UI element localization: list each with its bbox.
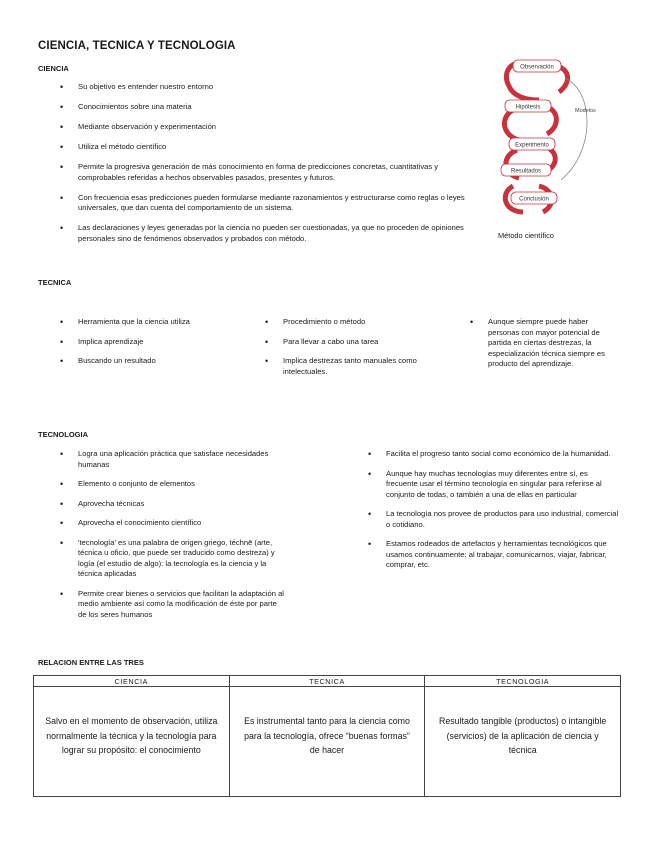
list-item: • Permite la progresiva generación de más conocimiento en forma de predicciones concretas, cuantitativas y comprobables referidas a hechos observables pasados, presentes y futuros. [60, 162, 470, 183]
ciencia-list [60, 82, 470, 254]
list-item: • Su objetivo es entender nuestro entorno [60, 82, 470, 93]
table-header-cell: TECNOLOGIA [425, 676, 621, 687]
list-item: • Herramienta que la ciencia utiliza [60, 317, 200, 328]
table-header-cell: TECNICA [229, 676, 425, 687]
tecnica-col-2 [265, 317, 420, 386]
list-item: • Buscando un resultado [60, 356, 200, 367]
tecnica-col-3 [470, 317, 620, 379]
table-cell: Es instrumental tanto para la ciencia como para la tecnología, ofrece “buenas formas” de hacer [229, 687, 425, 797]
list-item: • Permite crear bienes o servicios que facilitan la adaptación al medio ambiente así como la modificación de éste por parte de los seres humanos [60, 589, 285, 621]
list-item: • Aunque hay muchas tecnologías muy diferentes entre sí, es frecuente usar el término tecnología en singular para referirse al conjunto de todas, o también a una de ellas en particular [368, 469, 620, 501]
table-header-row [34, 676, 621, 687]
cycle-arc [504, 110, 519, 140]
table-cell: Resultado tangible (productos) o intangible (servicios) de la aplicación de ciencia y técnica [425, 687, 621, 797]
feedback-arrow [561, 78, 587, 180]
list-item: • Las declaraciones y leyes generadas por la ciencia no pueden ser cuestionadas, ya que no proceden de opiniones personales sino de fenómenos observados y probados con método. [60, 223, 470, 244]
page-title: CIENCIA, TECNICA Y TECNOLOGIA [38, 40, 236, 52]
list-item: • Logra una aplicación práctica que satisface necesidades humanas [60, 449, 285, 470]
step-label: Resultados [510, 168, 542, 175]
list-item: • Procedimiento o método [265, 317, 420, 328]
tecnologia-heading: TECNOLOGIA [38, 430, 88, 439]
tecnica-heading: TECNICA [38, 278, 72, 287]
tecnologia-col-1 [60, 449, 285, 629]
list-item: • 'tecnología' es una palabra de origen griego, téchnē (arte, técnica u oficio, que puede ser traducido como destreza) y logía (el estudio de algo): la tecnología es la ciencia y la técnica aplicadas [60, 538, 285, 580]
table-row [34, 687, 621, 797]
list-item: • Utiliza el método científico [60, 142, 470, 153]
list-item: • Aunque siempre puede haber personas con mayor potencial de partida en ciertas destrezas, la especialización técnica siempre es producto del aprendizaje. [470, 317, 620, 370]
list-item: • Elemento o conjunto de elementos [60, 479, 285, 490]
table-header-cell: CIENCIA [34, 676, 230, 687]
step-label: Observación [520, 64, 554, 71]
diagram-caption: Método científico [498, 231, 554, 240]
ciencia-heading: CIENCIA [38, 64, 69, 73]
list-item: • La tecnología nos provee de productos para uso industrial, comercial o cotidiano. [368, 509, 620, 530]
list-item: • Estamos rodeados de artefactos y herramientas tecnológicos que usamos continuamente: al trabajar, comunicarnos, viajar, fabricar, comprar, etc. [368, 539, 620, 571]
list-item: • Aprovecha técnicas [60, 499, 285, 510]
scientific-method-diagram [495, 52, 615, 242]
relacion-heading: RELACION ENTRE LAS TRES [38, 658, 144, 667]
list-item: • Conocimientos sobre una materia [60, 102, 470, 113]
tecnologia-col-2 [368, 449, 620, 580]
list-item: • Implica aprendizaje [60, 337, 200, 348]
list-item: • Facilita el progreso tanto social como económico de la humanidad. [368, 449, 620, 460]
side-label: Modelos [575, 108, 596, 114]
table-cell: Salvo en el momento de observación, utiliza normalmente la técnica y la tecnología para lograr su propósito: el conocimiento [34, 687, 230, 797]
relacion-table [33, 675, 621, 797]
list-item: • Aprovecha el conocimiento científico [60, 518, 285, 529]
step-label: Conclusión [519, 196, 549, 203]
tecnica-col-1 [60, 317, 200, 376]
list-item: • Implica destrezas tanto manuales como intelectuales. [265, 356, 420, 377]
list-item: • Mediante observación y experimentación [60, 122, 470, 133]
step-label: Experimento [515, 142, 549, 149]
list-item: • Para llevar a cabo una tarea [265, 337, 420, 348]
step-label: Hipótesis [515, 104, 541, 111]
list-item: • Con frecuencia esas predicciones pueden formularse mediante razonamientos y estructurarse como reglas o leyes universales, que dan cuenta del comportamiento de un sistema. [60, 193, 470, 214]
